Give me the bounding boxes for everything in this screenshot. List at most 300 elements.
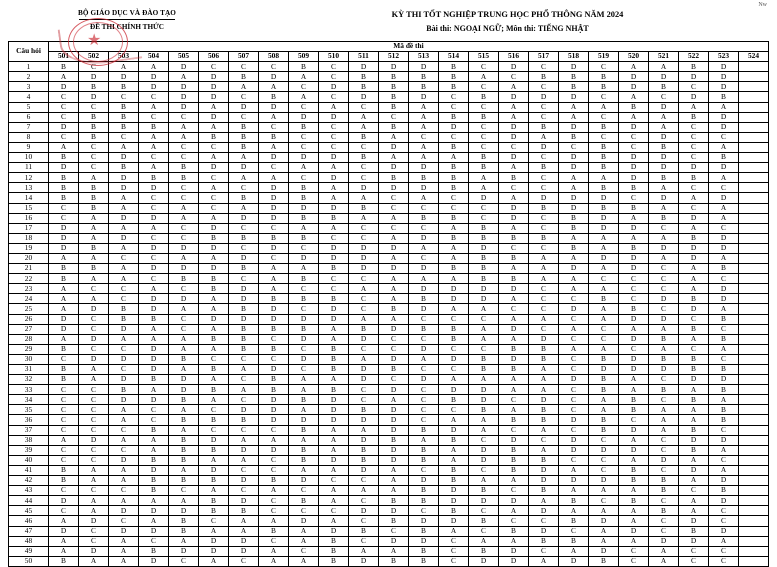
answer-cell: C — [709, 506, 739, 516]
answer-cell: C — [709, 546, 739, 556]
answer-cell: C — [529, 213, 559, 223]
answer-cell: B — [109, 82, 139, 92]
answer-cell: B — [439, 233, 469, 243]
answer-cell: C — [619, 294, 649, 304]
answer-cell: A — [469, 324, 499, 334]
answer-cell: C — [139, 193, 169, 203]
answer-cell: B — [439, 82, 469, 92]
question-number-cell: 34 — [9, 395, 49, 405]
answer-cell: A — [229, 153, 259, 163]
answer-cell: C — [469, 62, 499, 72]
answer-cell: A — [319, 334, 349, 344]
answer-cell — [739, 354, 769, 364]
answer-cell: D — [619, 72, 649, 82]
answer-cell: A — [289, 526, 319, 536]
answer-cell — [739, 486, 769, 496]
answer-cell: B — [499, 415, 529, 425]
table-row — [9, 476, 769, 486]
answer-cell: C — [679, 122, 709, 132]
answer-cell: A — [109, 496, 139, 506]
answer-cell: B — [319, 294, 349, 304]
answer-cell: B — [439, 173, 469, 183]
answer-cell: A — [499, 375, 529, 385]
answer-cell: B — [469, 153, 499, 163]
answer-cell: A — [679, 405, 709, 415]
answer-cell: D — [379, 324, 409, 334]
answer-cell: B — [439, 183, 469, 193]
answer-cell: C — [409, 405, 439, 415]
table-row — [9, 223, 769, 233]
answer-cell: C — [409, 203, 439, 213]
answer-cell: B — [169, 274, 199, 284]
answer-cell: D — [679, 253, 709, 263]
answer-cell: B — [139, 486, 169, 496]
answer-cell: D — [349, 92, 379, 102]
answer-cell: B — [79, 112, 109, 122]
answer-cell: D — [319, 153, 349, 163]
answer-cell: B — [49, 274, 79, 284]
answer-cell: C — [229, 223, 259, 233]
answer-cell: D — [589, 193, 619, 203]
answer-cell: C — [349, 536, 379, 546]
question-number-cell: 49 — [9, 546, 49, 556]
answer-cell: B — [439, 264, 469, 274]
answer-cell: A — [559, 284, 589, 294]
answer-cell: B — [649, 486, 679, 496]
answer-cell: A — [139, 334, 169, 344]
answer-cell: C — [289, 82, 319, 92]
answer-cell: D — [139, 294, 169, 304]
answer-cell: D — [529, 476, 559, 486]
answer-cell: A — [349, 213, 379, 223]
answer-cell: C — [259, 354, 289, 364]
answer-cell: A — [199, 375, 229, 385]
answer-cell: B — [529, 354, 559, 364]
answer-cell: B — [229, 334, 259, 344]
question-number-cell: 2 — [9, 72, 49, 82]
answer-cell: A — [49, 294, 79, 304]
answer-cell: A — [619, 62, 649, 72]
answer-cell: C — [349, 395, 379, 405]
answer-cell: A — [409, 142, 439, 152]
answer-cell: B — [139, 314, 169, 324]
answer-cell — [739, 425, 769, 435]
answer-cell: A — [229, 82, 259, 92]
answer-cell: D — [409, 375, 439, 385]
answer-cell: C — [619, 546, 649, 556]
answer-cell: A — [679, 274, 709, 284]
answer-cell: C — [199, 203, 229, 213]
answer-cell: B — [709, 92, 739, 102]
answer-cell: C — [79, 153, 109, 163]
answer-cell: B — [409, 425, 439, 435]
answer-cell: A — [589, 405, 619, 415]
answer-cell: C — [499, 243, 529, 253]
answer-cell: C — [409, 132, 439, 142]
answer-cell: C — [469, 435, 499, 445]
answer-cell: B — [379, 496, 409, 506]
answer-cell: D — [79, 304, 109, 314]
answer-cell: A — [589, 536, 619, 546]
table-row — [9, 294, 769, 304]
answer-cell — [739, 294, 769, 304]
table-row — [9, 354, 769, 364]
answer-cell: C — [559, 314, 589, 324]
answer-cell: C — [499, 72, 529, 82]
answer-cell: B — [589, 142, 619, 152]
answer-cell: A — [499, 102, 529, 112]
answer-cell: C — [649, 496, 679, 506]
answer-cell: B — [319, 556, 349, 566]
table-row — [9, 62, 769, 72]
answer-cell: C — [439, 556, 469, 566]
answer-cell: D — [79, 516, 109, 526]
answer-cell: B — [349, 405, 379, 415]
answer-cell: D — [139, 72, 169, 82]
answer-cell: C — [679, 183, 709, 193]
answer-cell: D — [319, 526, 349, 536]
answer-cell: D — [709, 193, 739, 203]
answer-cell: A — [109, 556, 139, 566]
answer-cell: A — [169, 536, 199, 546]
answer-cell: B — [649, 506, 679, 516]
answer-cell: C — [469, 526, 499, 536]
answer-cell: C — [319, 132, 349, 142]
answer-cell: B — [649, 142, 679, 152]
answer-cell: D — [559, 476, 589, 486]
answer-cell: D — [319, 112, 349, 122]
answer-cell: D — [559, 193, 589, 203]
answer-cell: D — [469, 385, 499, 395]
answer-cell: C — [529, 516, 559, 526]
answer-cell: B — [439, 334, 469, 344]
answer-cell: D — [409, 183, 439, 193]
answer-cell: B — [529, 233, 559, 243]
answer-cell: B — [49, 62, 79, 72]
answer-cell: C — [529, 183, 559, 193]
answer-cell: D — [199, 465, 229, 475]
answer-cell: C — [439, 546, 469, 556]
answer-cell: B — [259, 324, 289, 334]
answer-cell: D — [499, 435, 529, 445]
answer-cell: A — [409, 274, 439, 284]
answer-cell: A — [289, 163, 319, 173]
answer-cell: D — [169, 375, 199, 385]
answer-cell: C — [169, 183, 199, 193]
exam-code-header: 509 — [289, 52, 319, 62]
answer-cell: D — [529, 526, 559, 536]
answer-cell: A — [349, 112, 379, 122]
answer-cell: D — [319, 455, 349, 465]
answer-cell: C — [589, 496, 619, 506]
answer-cell: B — [409, 556, 439, 566]
answer-cell: C — [49, 486, 79, 496]
answer-cell: C — [109, 516, 139, 526]
answer-cell: A — [139, 102, 169, 112]
answer-cell: A — [619, 486, 649, 496]
answer-cell: A — [319, 516, 349, 526]
answer-cell: C — [679, 344, 709, 354]
answer-cell: D — [679, 516, 709, 526]
answer-cell: A — [559, 102, 589, 112]
exam-code-header: 506 — [199, 52, 229, 62]
answer-cell — [739, 183, 769, 193]
answer-cell: C — [469, 506, 499, 516]
answer-cell: B — [559, 243, 589, 253]
answer-cell: C — [79, 385, 109, 395]
question-number-cell: 17 — [9, 223, 49, 233]
answer-cell: C — [79, 526, 109, 536]
answer-cell: A — [649, 122, 679, 132]
answer-cell: A — [619, 92, 649, 102]
table-header-group-row — [9, 42, 769, 52]
answer-cell: B — [589, 72, 619, 82]
answer-cell: B — [49, 173, 79, 183]
answer-cell: C — [319, 72, 349, 82]
answer-cell: D — [289, 354, 319, 364]
answer-cell: A — [229, 516, 259, 526]
answer-cell — [739, 122, 769, 132]
answer-cell: A — [439, 455, 469, 465]
answer-cell: D — [139, 395, 169, 405]
answer-cell — [739, 213, 769, 223]
answer-cell: A — [259, 435, 289, 445]
answer-cell: D — [619, 526, 649, 536]
answer-cell: D — [109, 233, 139, 243]
answer-cell: D — [649, 294, 679, 304]
answer-cell: C — [379, 112, 409, 122]
answer-cell: C — [679, 142, 709, 152]
answer-cell: D — [109, 173, 139, 183]
answer-cell: A — [169, 334, 199, 344]
answer-cell: C — [679, 314, 709, 324]
answer-cell: A — [709, 304, 739, 314]
answer-cell: D — [619, 153, 649, 163]
answer-cell: D — [49, 324, 79, 334]
answer-cell: A — [319, 183, 349, 193]
answer-cell: A — [259, 173, 289, 183]
answer-cell: A — [589, 233, 619, 243]
answer-cell: B — [679, 425, 709, 435]
answer-cell: A — [589, 284, 619, 294]
answer-cell: C — [79, 163, 109, 173]
answer-cell: D — [229, 294, 259, 304]
answer-cell: A — [529, 375, 559, 385]
answer-cell: C — [349, 173, 379, 183]
answer-cell: D — [199, 112, 229, 122]
answer-cell: B — [349, 72, 379, 82]
answer-cell: D — [709, 243, 739, 253]
answer-cell: C — [109, 425, 139, 435]
answer-cell: A — [709, 465, 739, 475]
answer-cell: A — [649, 415, 679, 425]
answer-cell: C — [139, 92, 169, 102]
answer-cell: A — [499, 294, 529, 304]
answer-cell: C — [679, 153, 709, 163]
answer-cell: A — [349, 122, 379, 132]
answer-cell: D — [559, 122, 589, 132]
answer-cell: A — [139, 385, 169, 395]
answer-cell: B — [109, 122, 139, 132]
answer-cell: A — [409, 193, 439, 203]
answer-cell: A — [49, 72, 79, 82]
table-row — [9, 526, 769, 536]
answer-cell: C — [109, 445, 139, 455]
answer-cell: C — [349, 274, 379, 284]
answer-cell: B — [199, 385, 229, 395]
answer-cell: A — [229, 173, 259, 183]
answer-cell: C — [169, 324, 199, 334]
exam-code-header: 518 — [559, 52, 589, 62]
answer-cell: B — [589, 122, 619, 132]
exam-code-header: 524 — [739, 52, 769, 62]
answer-cell: A — [499, 314, 529, 324]
answer-cell: C — [619, 193, 649, 203]
answer-cell: C — [379, 203, 409, 213]
answer-cell: B — [529, 344, 559, 354]
answer-cell: D — [169, 546, 199, 556]
exam-code-header: 508 — [259, 52, 289, 62]
answer-cell: B — [49, 183, 79, 193]
answer-cell: A — [679, 284, 709, 294]
answer-cell: B — [439, 506, 469, 516]
answer-cell — [739, 556, 769, 566]
answer-cell: C — [589, 62, 619, 72]
exam-code-header: 522 — [679, 52, 709, 62]
answer-cell: A — [289, 72, 319, 82]
answer-cell: A — [649, 203, 679, 213]
table-row — [9, 385, 769, 395]
answer-cell: D — [559, 92, 589, 102]
answer-cell: A — [709, 213, 739, 223]
answer-cell — [739, 193, 769, 203]
answer-cell: D — [199, 92, 229, 102]
answer-cell: D — [619, 122, 649, 132]
answer-cell: B — [229, 193, 259, 203]
answer-cell: A — [139, 132, 169, 142]
answer-cell: D — [259, 415, 289, 425]
answer-cell: C — [79, 445, 109, 455]
answer-cell: C — [529, 546, 559, 556]
answer-cell: C — [469, 203, 499, 213]
answer-cell: D — [169, 92, 199, 102]
answer-cell: A — [349, 354, 379, 364]
answer-cell: C — [319, 62, 349, 72]
answer-cell: A — [199, 324, 229, 334]
question-number-cell: 5 — [9, 102, 49, 112]
answer-cell: D — [49, 233, 79, 243]
answer-cell — [739, 153, 769, 163]
answer-cell: C — [79, 62, 109, 72]
answer-cell: D — [439, 425, 469, 435]
answer-cell: B — [259, 476, 289, 486]
answer-cell: A — [259, 486, 289, 496]
exam-heading — [246, 6, 769, 35]
question-number-cell: 30 — [9, 354, 49, 364]
answer-cell: A — [379, 395, 409, 405]
answer-cell: D — [499, 92, 529, 102]
answer-cell — [739, 163, 769, 173]
answer-cell — [739, 324, 769, 334]
answer-cell: C — [109, 92, 139, 102]
answer-cell: A — [319, 163, 349, 173]
answer-cell: D — [679, 72, 709, 82]
answer-cell: D — [289, 314, 319, 324]
answer-cell: A — [379, 253, 409, 263]
answer-cell: C — [229, 183, 259, 193]
answer-cell: B — [439, 395, 469, 405]
answer-cell: C — [439, 92, 469, 102]
answer-cell: C — [649, 274, 679, 284]
answer-cell: C — [229, 425, 259, 435]
answer-cell: D — [469, 193, 499, 203]
answer-cell — [739, 465, 769, 475]
answer-cell: D — [529, 193, 559, 203]
answer-cell: C — [289, 132, 319, 142]
answer-cell: C — [349, 496, 379, 506]
question-number-cell: 10 — [9, 153, 49, 163]
answer-cell: D — [169, 506, 199, 516]
answer-cell: B — [169, 455, 199, 465]
answer-cell: C — [199, 193, 229, 203]
answer-cell: C — [589, 435, 619, 445]
answer-cell: D — [319, 82, 349, 92]
question-number-cell: 35 — [9, 405, 49, 415]
answer-cell: D — [709, 375, 739, 385]
answer-cell — [739, 516, 769, 526]
answer-cell: B — [109, 163, 139, 173]
answer-cell: D — [109, 72, 139, 82]
table-row — [9, 344, 769, 354]
question-number-cell: 44 — [9, 496, 49, 506]
exam-code-header: 517 — [529, 52, 559, 62]
answer-cell: A — [109, 142, 139, 152]
question-number-cell: 27 — [9, 324, 49, 334]
answer-cell: C — [649, 264, 679, 274]
answer-cell: A — [169, 132, 199, 142]
answer-cell: B — [709, 314, 739, 324]
question-number-cell: 37 — [9, 425, 49, 435]
answer-cell: D — [79, 354, 109, 364]
answer-cell: B — [259, 92, 289, 102]
answer-cell: D — [139, 264, 169, 274]
answer-cell: C — [469, 142, 499, 152]
answer-cell: A — [259, 546, 289, 556]
answer-cell: C — [49, 203, 79, 213]
answer-cell: B — [469, 223, 499, 233]
answer-cell: C — [649, 284, 679, 294]
answer-cell: A — [109, 223, 139, 233]
answer-cell: D — [499, 62, 529, 72]
answer-cell: C — [709, 274, 739, 284]
answer-cell: C — [139, 153, 169, 163]
answer-cell: A — [109, 546, 139, 556]
answer-cell: C — [589, 334, 619, 344]
answer-cell: A — [79, 233, 109, 243]
answer-cell: D — [319, 253, 349, 263]
answer-cell: D — [49, 496, 79, 506]
answer-cell: C — [529, 284, 559, 294]
answer-cell: C — [469, 465, 499, 475]
answer-cell: C — [109, 284, 139, 294]
answer-cell — [739, 72, 769, 82]
answer-cell: B — [409, 324, 439, 334]
answer-cell: B — [679, 173, 709, 183]
answer-cell: D — [79, 334, 109, 344]
answer-cell: B — [289, 62, 319, 72]
answer-cell: C — [139, 253, 169, 263]
answer-cell: A — [169, 465, 199, 475]
